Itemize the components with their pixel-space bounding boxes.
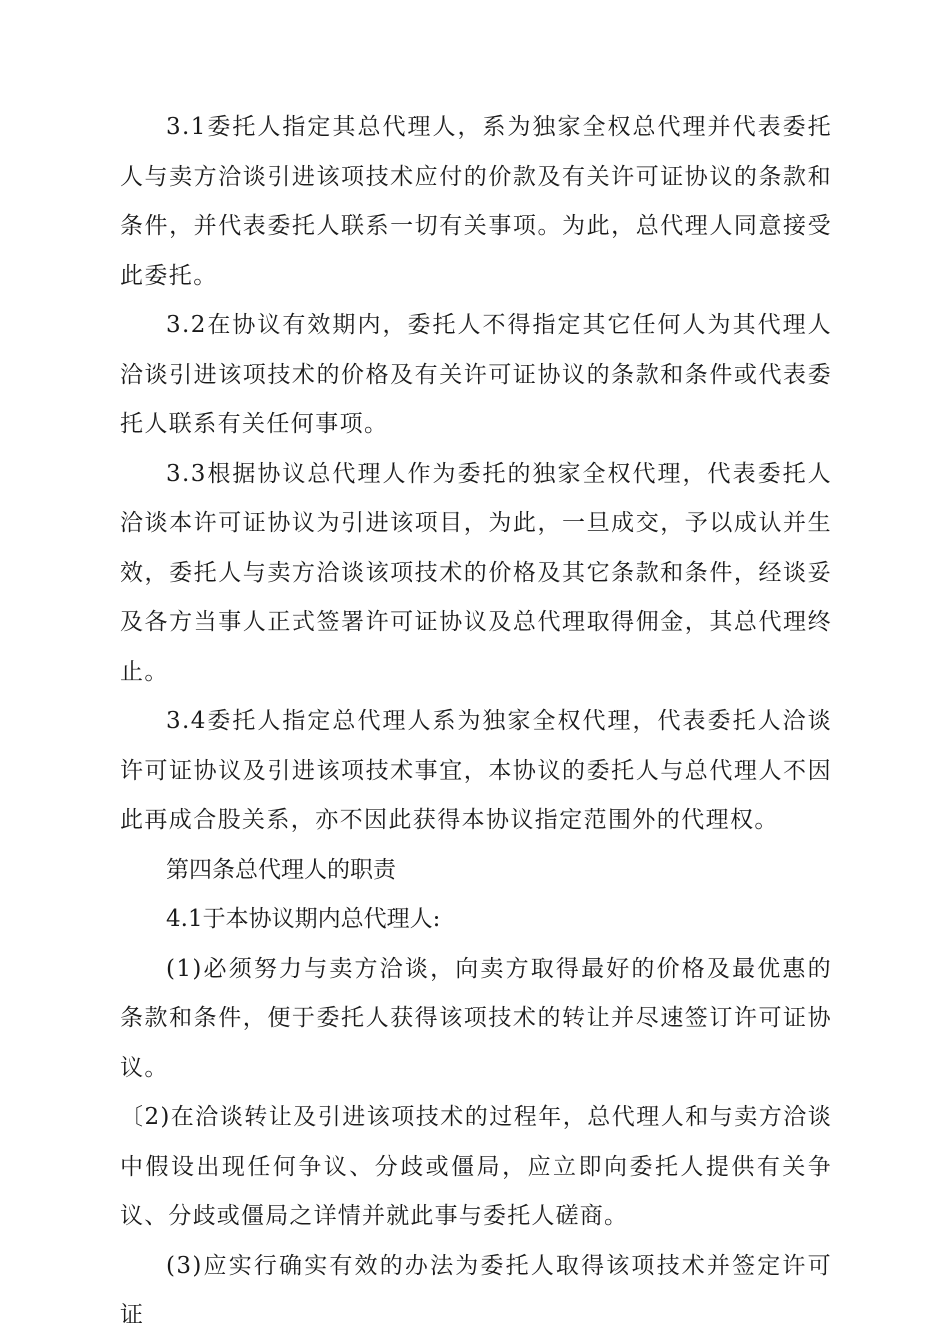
document-body xyxy=(120,103,832,1341)
article-4-heading: 第四条总代理人的职责 xyxy=(166,856,396,883)
paragraph-4-1-item-2: 〔2)在洽谈转让及引进该项技术的过程年，总代理人和与卖方洽谈中假设出现任何争议、分歧或僵局，应立即向委托人提供有关争议、分歧或僵局之详情并就此事与委托人磋商。 xyxy=(120,1104,832,1229)
paragraph-3-3: 3.3根据协议总代理人作为委托的独家全权代理，代表委托人洽谈本许可证协议为引进该项目，为此，一旦成交，予以成认并生效，委托人与卖方洽谈该项技术的价格及其它条款和条件，经谈妥及各方当事人正式签署许可证协议及总代理取得佣金，其总代理终止。 xyxy=(120,460,832,685)
paragraph-4-1-item-1: (1)必须努力与卖方洽谈，向卖方取得最好的价格及最优惠的条款和条件，便于委托人获得该项技术的转让并尽速签订许可证协议。 xyxy=(120,955,832,1081)
paragraph-4-1: 4.1于本协议期内总代理人: xyxy=(166,906,441,932)
paragraph-3-1: 3.1委托人指定其总代理人，系为独家全权总代理并代表委托人与卖方洽谈引进该项技术应付的价款及有关许可证协议的条款和条件，并代表委托人联系一切有关事项。为此，总代理人同意接受此委托。 xyxy=(120,114,832,289)
paragraph-3-2: 3.2在协议有效期内，委托人不得指定其它任何人为其代理人洽谈引进该项技术的价格及有关许可证协议的条款和条件或代表委托人联系有关任何事项。 xyxy=(120,312,832,437)
paragraph-3-4: 3.4委托人指定总代理人系为独家全权代理，代表委托人洽谈许可证协议及引进该项技术事宜，本协议的委托人与总代理人不因此再成合股关系，亦不因此获得本协议指定范围外的代理权。 xyxy=(120,708,832,833)
paragraph-4-1-item-3: (3)应实行确实有效的办法为委托人取得该项技术并签定许可证 xyxy=(120,1252,832,1328)
